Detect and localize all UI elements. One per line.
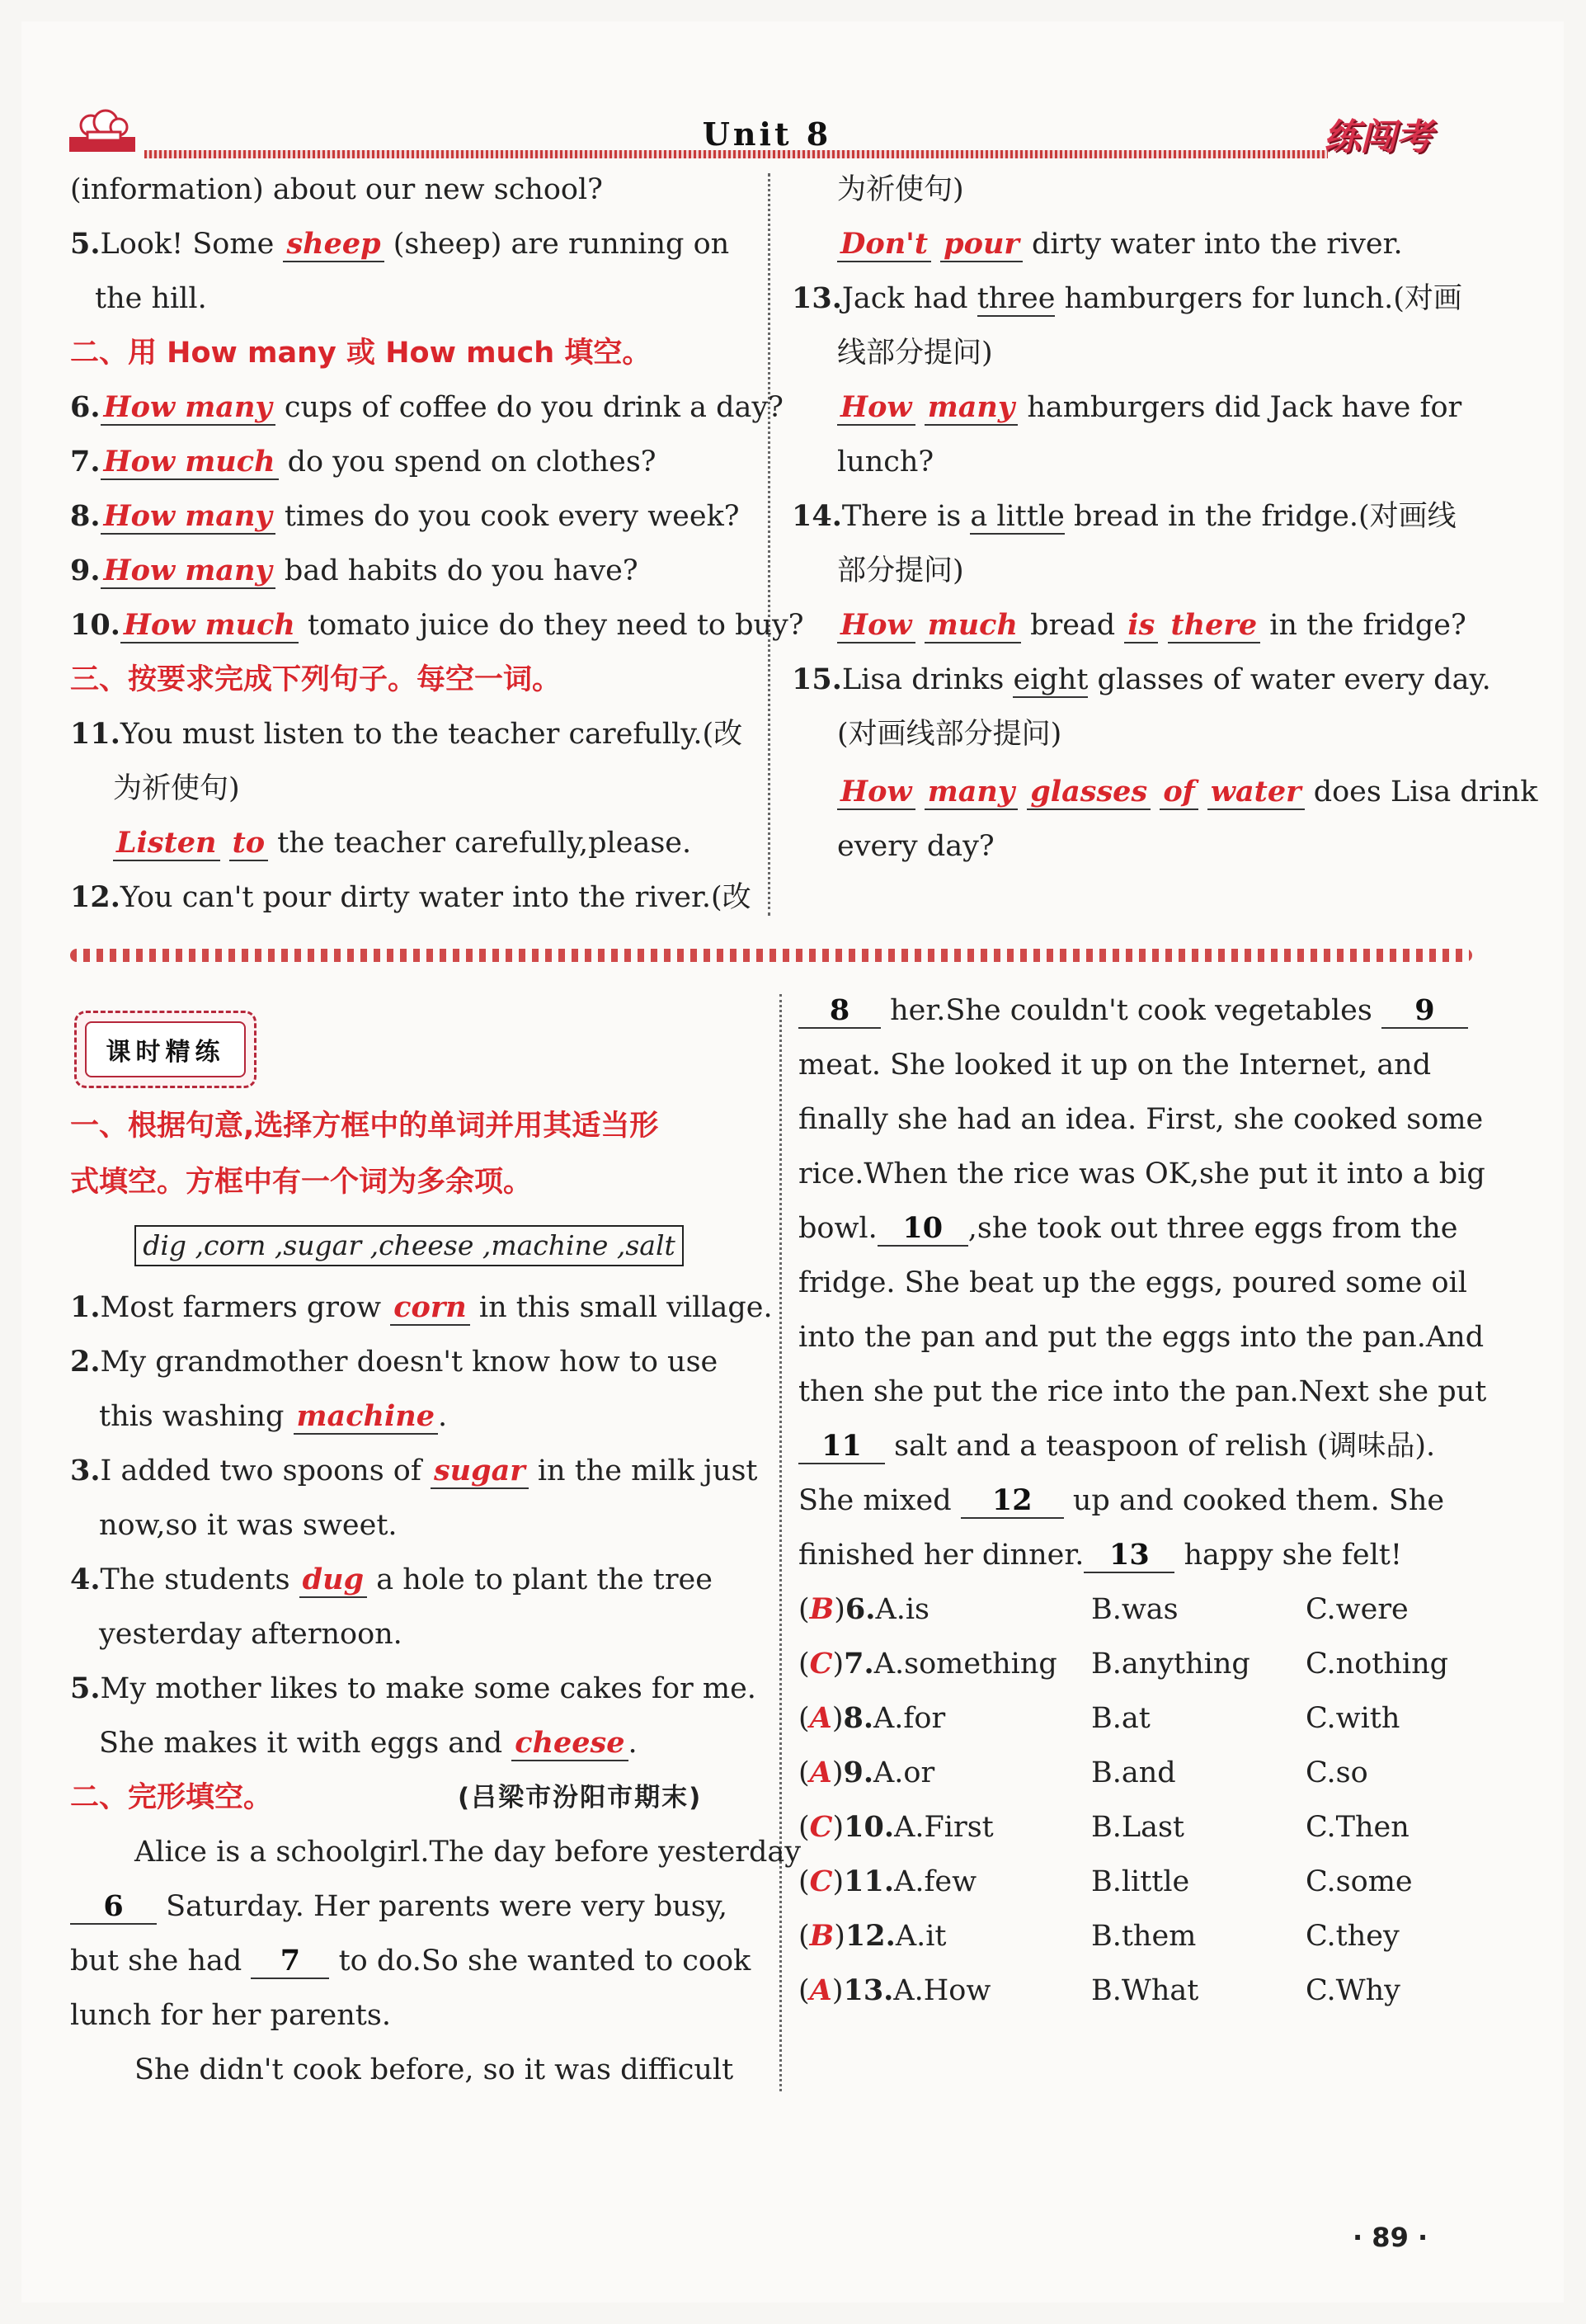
question-14-answer: How much bread is there in the fridge? bbox=[837, 609, 1466, 642]
fill-q3-cont: now,so it was sweet. bbox=[99, 1509, 398, 1542]
page-number: · 89 · bbox=[1353, 2222, 1428, 2253]
cloze-section-header: 二、完形填空。 bbox=[70, 1781, 273, 1814]
question-5: 5.Look! Some sheep (sheep) are running on bbox=[70, 227, 730, 261]
cloze-r8: then she put the rice into the pan.Next she put bbox=[798, 1375, 1487, 1408]
question-13: 13.Jack had three hamburgers for lunch.(对画 bbox=[792, 281, 1462, 315]
section-1-title: 一、根据句意,选择方框中的单词并用其适当形 bbox=[70, 1110, 659, 1143]
question-12-answer: Don't pour dirty water into the river. bbox=[837, 228, 1403, 261]
question-15-end: every day? bbox=[837, 830, 995, 863]
cloze-r5: bowl. 10 ,she took out three eggs from the bbox=[798, 1211, 1458, 1245]
section-2-title: 二、用 How many 或 How much 填空。 bbox=[70, 337, 652, 370]
question-14: 14.There is a little bread in the fridge.(对画线 bbox=[792, 499, 1457, 533]
cloze-r4: rice.When the rice was OK,she put it into a big bbox=[798, 1157, 1485, 1190]
q4-continuation: (information) about our new school? bbox=[70, 173, 603, 206]
column-divider-bottom bbox=[779, 994, 782, 2091]
section-divider bbox=[70, 949, 1472, 962]
cloze-p1: Alice is a schoolgirl.The day before yesterday bbox=[134, 1836, 802, 1869]
cloze-r9: 11 salt and a teaspoon of relish (调味品). bbox=[798, 1430, 1435, 1464]
lesson-practice-badge bbox=[74, 1011, 256, 1088]
answer-sheep: sheep bbox=[283, 227, 384, 262]
unit-title: Unit 8 bbox=[702, 115, 832, 153]
cloze-r10: She mixed 12 up and cooked them. She bbox=[798, 1483, 1445, 1517]
question-15-cont: (对画线部分提问) bbox=[837, 718, 1062, 751]
cloze-r3: finally she had an idea. First, she cooked some bbox=[798, 1103, 1484, 1136]
cloze-p2: 6 Saturday. Her parents were very busy, bbox=[70, 1890, 727, 1925]
question-5-cont: the hill. bbox=[95, 282, 207, 315]
cloze-p5: She didn't cook before, so it was difficult bbox=[134, 2053, 734, 2086]
fill-q1: 1.Most farmers grow corn in this small village. bbox=[70, 1290, 773, 1324]
fill-q2: 2.My grandmother doesn't know how to use bbox=[70, 1345, 718, 1379]
fill-q5: 5.My mother likes to make some cakes for me. bbox=[70, 1671, 756, 1705]
cloze-r11: finished her dinner. 13 happy she felt! bbox=[798, 1538, 1402, 1572]
question-6: 6. How many cups of coffee do you drink a day? bbox=[70, 390, 784, 424]
question-13-cont: 线部分提问) bbox=[837, 337, 993, 370]
question-8: 8. How many times do you cook every week? bbox=[70, 499, 740, 533]
fill-q3: 3.I added two spoons of sugar in the milk just bbox=[70, 1454, 758, 1487]
fill-q2-cont: this washing machine . bbox=[99, 1399, 448, 1433]
cloze-r7: into the pan and put the eggs into the pan.And bbox=[798, 1321, 1485, 1354]
question-10: 10. How much tomato juice do they need to buy? bbox=[70, 608, 804, 642]
question-12: 12.You can't pour dirty water into the river.(改 bbox=[70, 880, 751, 914]
question-13-answer: How many hamburgers did Jack have for bbox=[837, 391, 1461, 424]
column-divider-top bbox=[768, 173, 770, 916]
question-11: 11.You must listen to the teacher carefully.(改 bbox=[70, 717, 743, 751]
question-11-cont: 为祈使句) bbox=[113, 772, 240, 805]
cloze-r6: fridge. She beat up the eggs, poured some oil bbox=[798, 1266, 1467, 1299]
brand-logo: 练闯考 bbox=[1324, 116, 1433, 158]
question-13-end: lunch? bbox=[837, 445, 934, 478]
cloze-p3: but she had 7 to do.So she wanted to cook bbox=[70, 1944, 751, 1978]
question-15-answer: How many glasses of water does Lisa drink bbox=[837, 775, 1537, 808]
question-14-cont: 部分提问) bbox=[837, 554, 964, 587]
section-3-title: 三、按要求完成下列句子。每空一词。 bbox=[70, 663, 562, 696]
badge-label: 课时精练 bbox=[85, 1021, 246, 1077]
fill-q5-cont: She makes it with eggs and cheese . bbox=[99, 1726, 638, 1760]
question-7: 7. How much do you spend on clothes? bbox=[70, 445, 657, 478]
fill-q4-cont: yesterday afternoon. bbox=[99, 1618, 402, 1651]
question-15: 15.Lisa drinks eight glasses of water every day. bbox=[792, 662, 1491, 696]
page-header bbox=[66, 107, 1468, 157]
cloze-r2: meat. She looked it up on the Internet, and bbox=[798, 1049, 1432, 1082]
section-1-title-cont: 式填空。方框中有一个词为多余项。 bbox=[70, 1166, 533, 1199]
cloze-r1: 8 her.She couldn't cook vegetables 9 bbox=[798, 994, 1468, 1029]
cloze-p4: lunch for her parents. bbox=[70, 1999, 391, 2032]
word-box: dig ,corn ,sugar ,cheese ,machine ,salt bbox=[134, 1225, 684, 1266]
question-11-answer: Listen to the teacher carefully,please. bbox=[113, 827, 691, 860]
question-9: 9. How many bad habits do you have? bbox=[70, 554, 638, 587]
cloze-source: (吕梁市汾阳市期末) bbox=[458, 1783, 703, 1813]
fill-q4: 4.The students dug a hole to plant the tree bbox=[70, 1563, 713, 1596]
question-12-cont: 为祈使句) bbox=[837, 173, 964, 206]
